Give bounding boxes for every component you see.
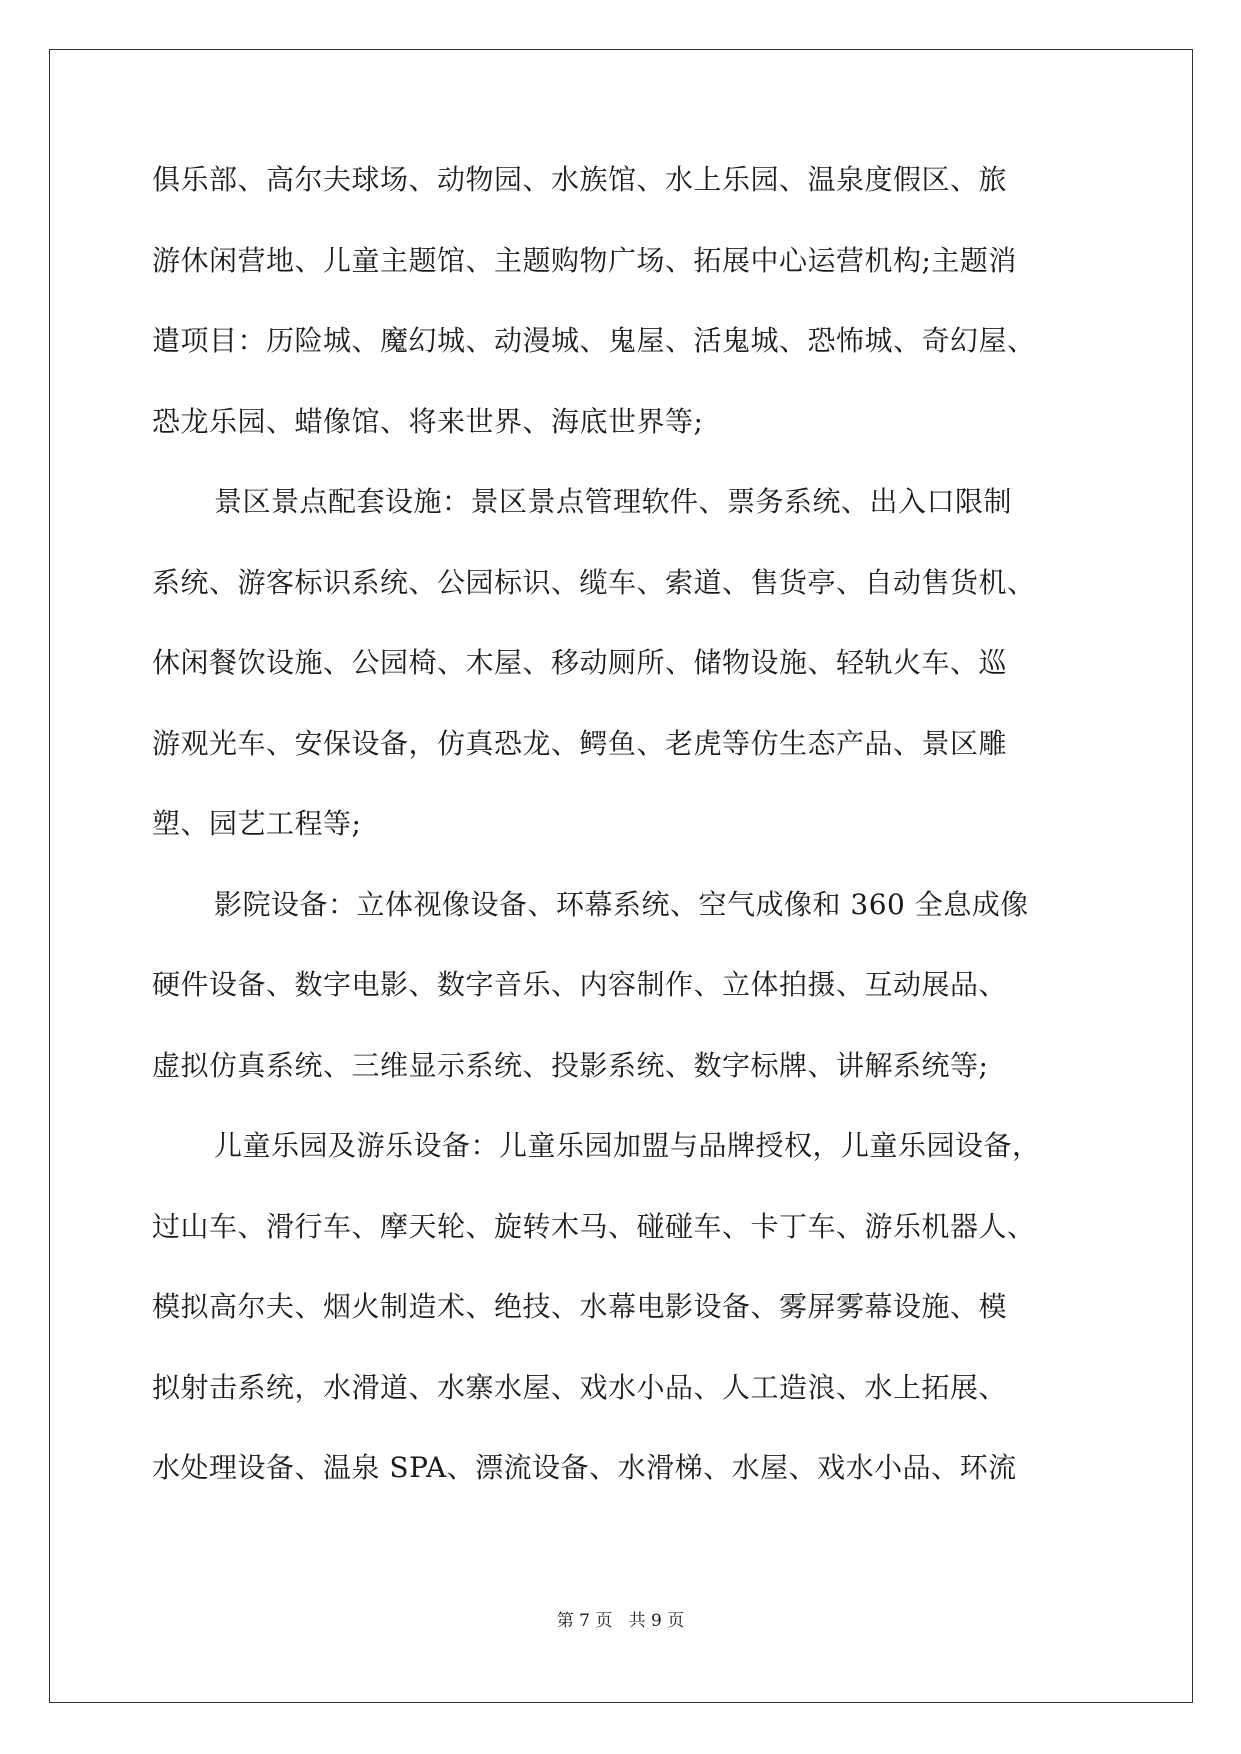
text-line: 水处理设备、温泉 SPA、漂流设备、水滑梯、水屋、戏水小品、环流	[152, 1451, 1017, 1484]
text-line: 游休闲营地、儿童主题馆、主题购物广场、拓展中心运营机构;主题消	[152, 243, 1017, 277]
text-line: 游观光车、安保设备，仿真恐龙、鳄鱼、老虎等仿生态产品、景区雕	[152, 726, 1008, 760]
text-line: 恐龙乐园、蜡像馆、将来世界、海底世界等;	[152, 404, 704, 438]
text-line: 塑、园艺工程等;	[152, 807, 362, 840]
text-line: 硬件设备、数字电影、数字音乐、内容制作、立体拍摄、互动展品、	[152, 968, 1008, 1001]
document-body	[152, 160, 1112, 1529]
text-line: 拟射击系统，水滑道、水寨水屋、戏水小品、人工造浪、水上拓展、	[152, 1370, 1008, 1404]
text-line: 模拟高尔夫、烟火制造术、绝技、水幕电影设备、雾屏雾幕设施、模	[152, 1290, 1008, 1323]
paragraph-start-line: 影院设备：立体视像设备、环幕系统、空气成像和 360 全息成像	[214, 887, 1029, 921]
text-line: 俱乐部、高尔夫球场、动物园、水族馆、水上乐园、温泉度假区、旅	[152, 163, 1008, 196]
text-line: 遣项目：历险城、魔幻城、动漫城、鬼屋、活鬼城、恐怖城、奇幻屋、	[152, 324, 1036, 357]
text-line: 休闲餐饮设施、公园椅、木屋、移动厕所、储物设施、轻轨火车、巡	[152, 646, 1008, 679]
text-line: 系统、游客标识系统、公园标识、缆车、索道、售货亭、自动售货机、	[152, 565, 1036, 599]
text-line: 过山车、滑行车、摩天轮、旋转木马、碰碰车、卡丁车、游乐机器人、	[152, 1209, 1036, 1243]
text-line: 虚拟仿真系统、三维显示系统、投影系统、数字标牌、讲解系统等;	[152, 1048, 989, 1082]
paragraph-start-line: 儿童乐园及游乐设备：儿童乐园加盟与品牌授权，儿童乐园设备，	[214, 1129, 1041, 1162]
page-footer: 第 7 页 共 9 页	[556, 1611, 685, 1631]
paragraph-start-line: 景区景点配套设施：景区景点管理软件、票务系统、出入口限制	[214, 485, 1013, 518]
